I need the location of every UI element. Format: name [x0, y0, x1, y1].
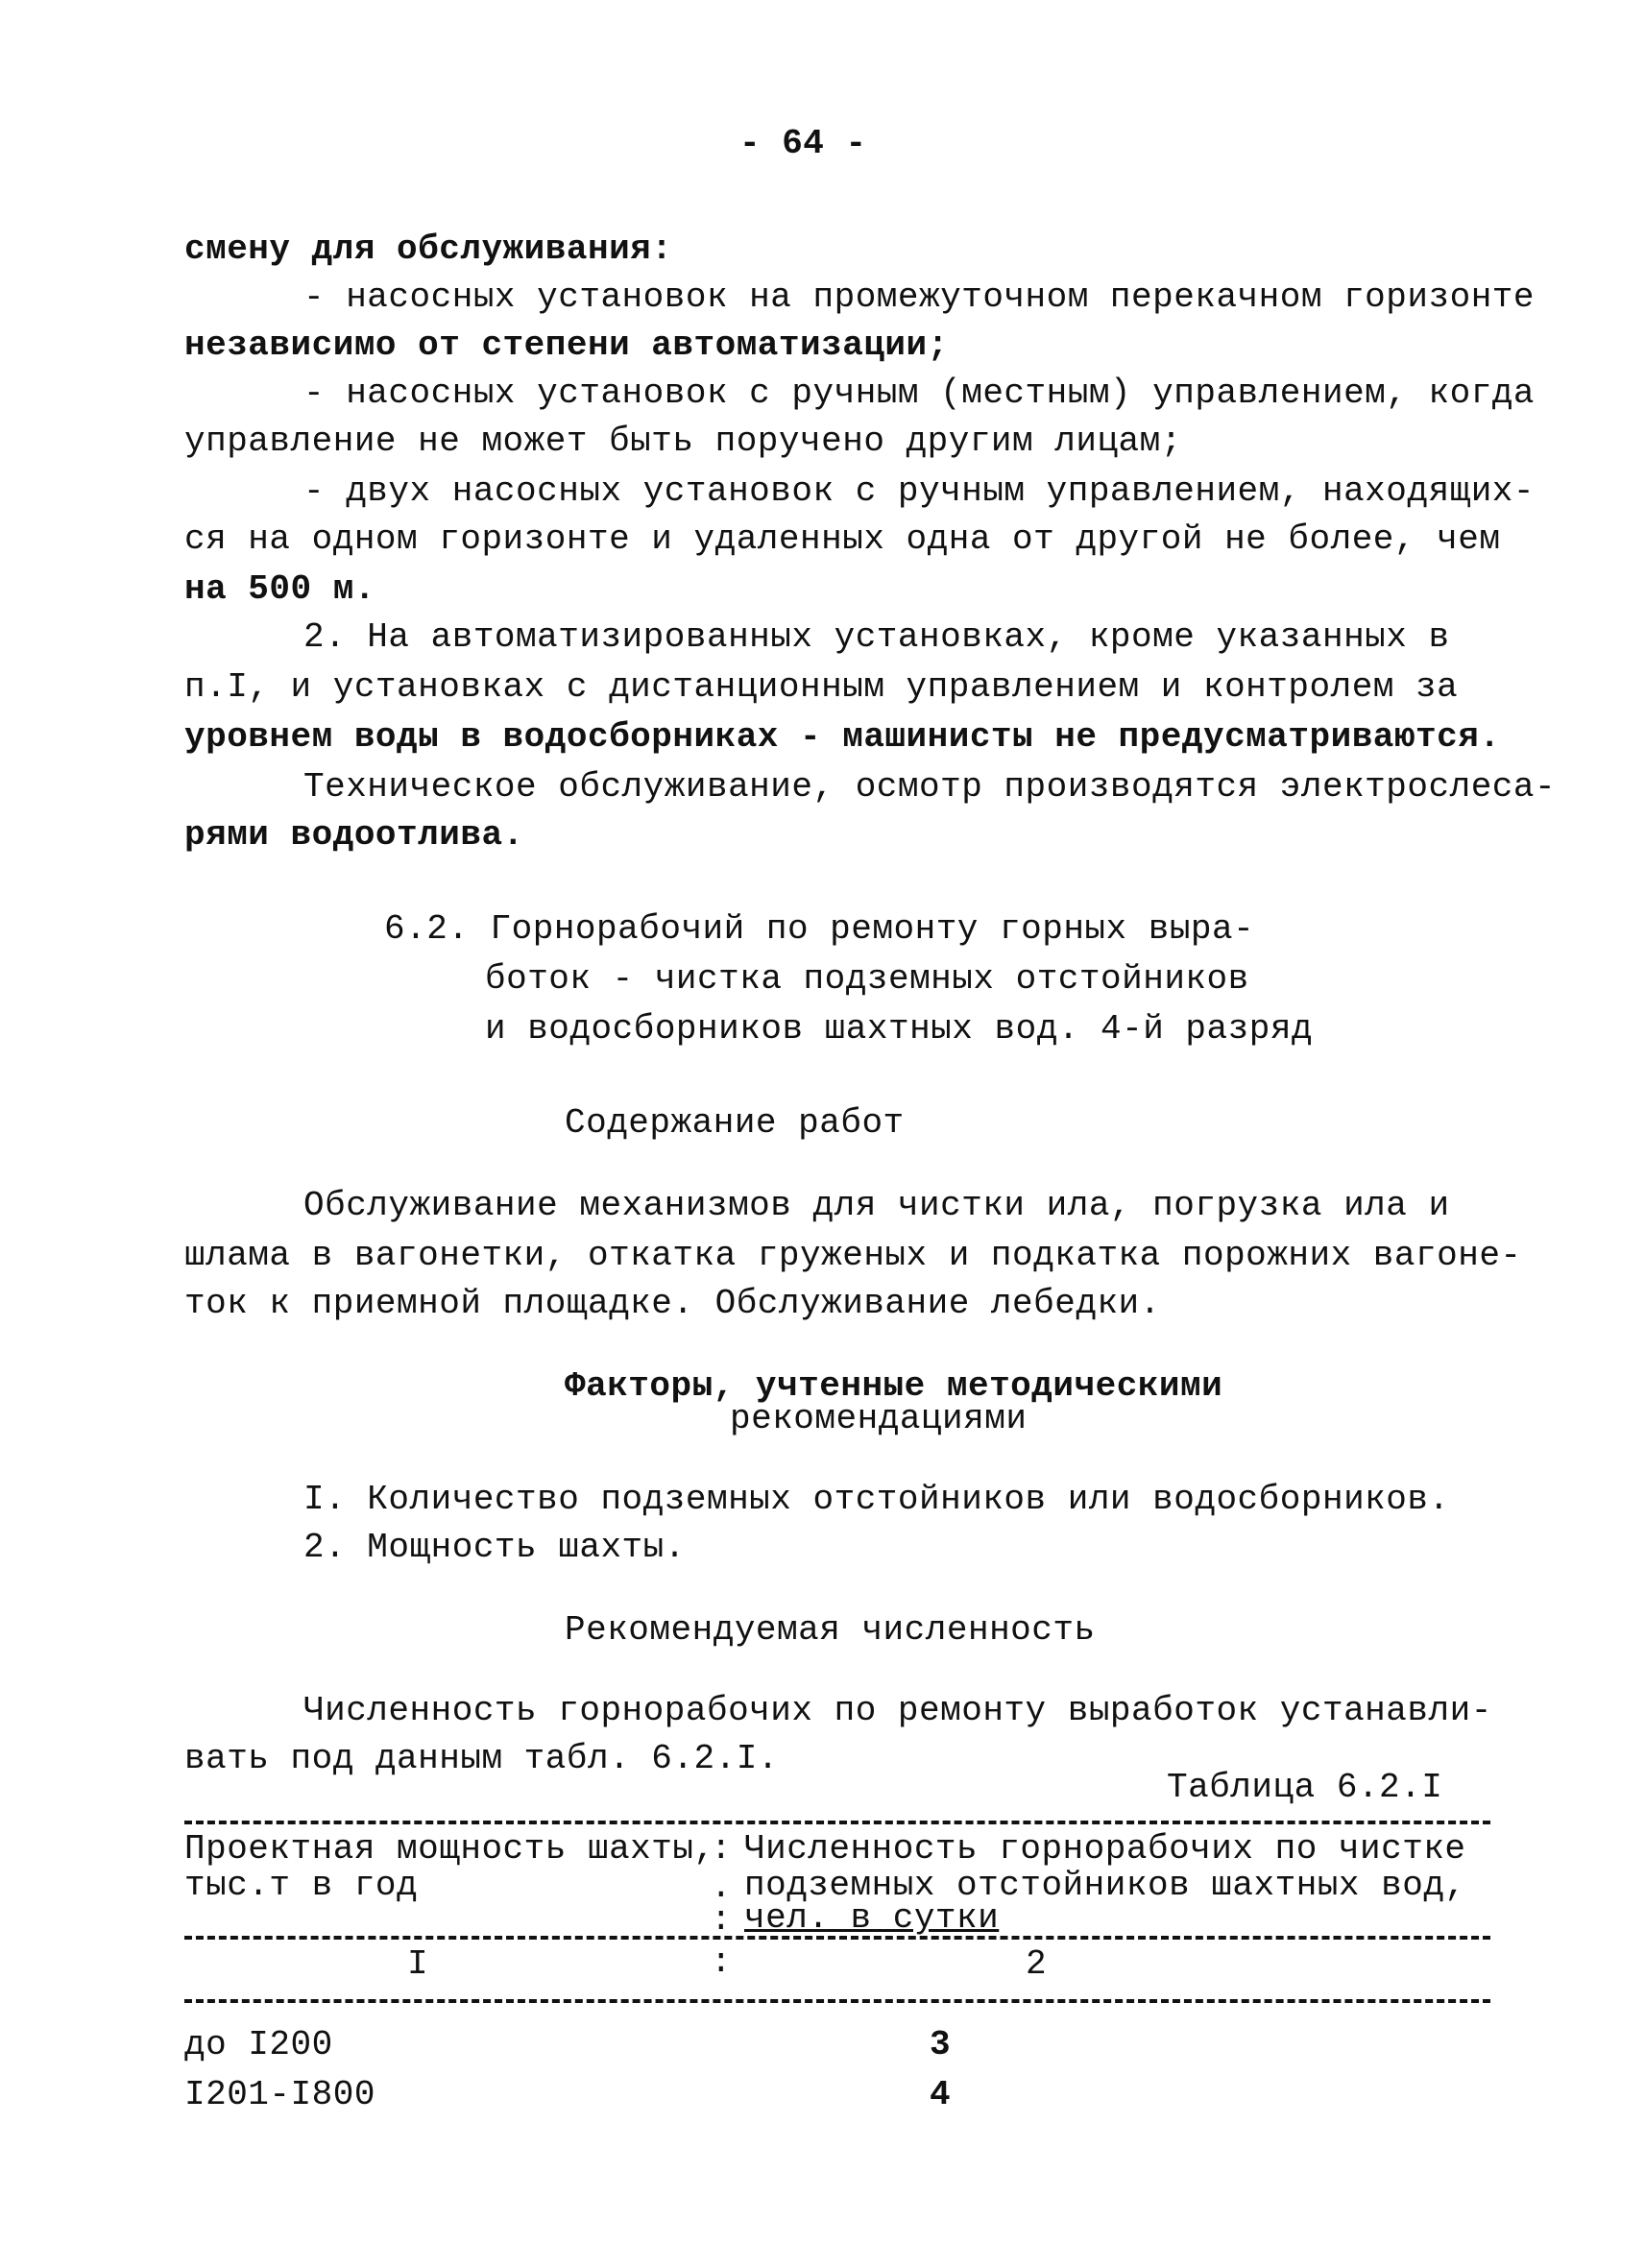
- text-line: на 500 м.: [184, 569, 375, 609]
- table-cell: 3: [930, 2025, 952, 2064]
- text-line: - двух насосных установок с ручным управлением, находящих-: [303, 471, 1536, 511]
- column-separator: :: [711, 1829, 732, 1869]
- text-line: - насосных установок на промежуточном перекачном горизонте: [303, 277, 1536, 317]
- text-line: смену для обслуживания:: [184, 229, 673, 269]
- table-cell: 4: [930, 2075, 952, 2114]
- table-rule: [184, 1821, 1490, 1824]
- column-separator: :: [711, 1900, 732, 1940]
- table-cell: до I200: [184, 2025, 333, 2064]
- text-line: Обслуживание механизмов для чистки ила, погрузка ила и: [303, 1186, 1450, 1225]
- text-line: ся на одном горизонте и удаленных одна от другой не более, чем: [184, 519, 1501, 559]
- table-header-cell: тыс.т в год: [184, 1866, 419, 1905]
- text-line: управление не может быть поручено другим лицам;: [184, 422, 1182, 461]
- text-line: Численность горнорабочих по ремонту выработок устанавли-: [303, 1691, 1492, 1730]
- table-header-cell: Проектная мощность шахты,: [184, 1829, 715, 1869]
- recommended-title: Рекомендуемая численность: [565, 1610, 1096, 1650]
- text-line: шлама в вагонетки, откатка груженых и подкатка порожних вагоне-: [184, 1236, 1522, 1275]
- page-number: - 64 -: [739, 124, 867, 163]
- table-header-cell: чел. в сутки: [744, 1898, 1000, 1938]
- table-rule: [184, 1999, 1490, 2003]
- factors-title: рекомендациями: [730, 1399, 1028, 1438]
- text-line: рями водоотлива.: [184, 815, 524, 855]
- table-header-cell: Численность горнорабочих по чистке: [744, 1829, 1466, 1869]
- factor-item: 2. Мощность шахты.: [303, 1528, 686, 1567]
- factor-item: I. Количество подземных отстойников или водосборников.: [303, 1480, 1450, 1519]
- section-heading: и водосборников шахтных вод. 4-й разряд: [485, 1009, 1314, 1049]
- table-cell: I201-I800: [184, 2075, 375, 2114]
- section-heading: 6.2. Горнорабочий по ремонту горных выра-: [384, 909, 1255, 949]
- text-line: Техническое обслуживание, осмотр производятся электрослесa-: [303, 767, 1557, 807]
- text-line: уровнем воды в водосборниках - машинисты не предусматриваются.: [184, 717, 1501, 757]
- section-heading: боток - чистка подземных отстойников: [485, 959, 1249, 999]
- column-number: I: [407, 1944, 429, 1984]
- column-number: 2: [1026, 1944, 1048, 1984]
- text-line: вать под данным табл. 6.2.I.: [184, 1739, 779, 1778]
- column-separator: .: [711, 1868, 732, 1907]
- factors-title: Факторы, учтенные методическими: [565, 1366, 1223, 1406]
- column-separator: :: [711, 1942, 732, 1982]
- text-line: независимо от степени автоматизации;: [184, 326, 949, 365]
- text-line: - насосных установок с ручным (местным) управлением, когда: [303, 374, 1536, 413]
- table-header-cell: подземных отстойников шахтных вод,: [744, 1866, 1466, 1905]
- text-line: п.I, и установках с дистанционным управлением и контролем за: [184, 667, 1459, 707]
- table-rule: [184, 1936, 1490, 1940]
- table-caption: Таблица 6.2.I: [1167, 1768, 1443, 1807]
- text-line: ток к приемной площадке. Обслуживание лебедки.: [184, 1284, 1161, 1323]
- content-title: Содержание работ: [565, 1103, 905, 1143]
- text-line: 2. На автоматизированных установках, кроме указанных в: [303, 617, 1450, 657]
